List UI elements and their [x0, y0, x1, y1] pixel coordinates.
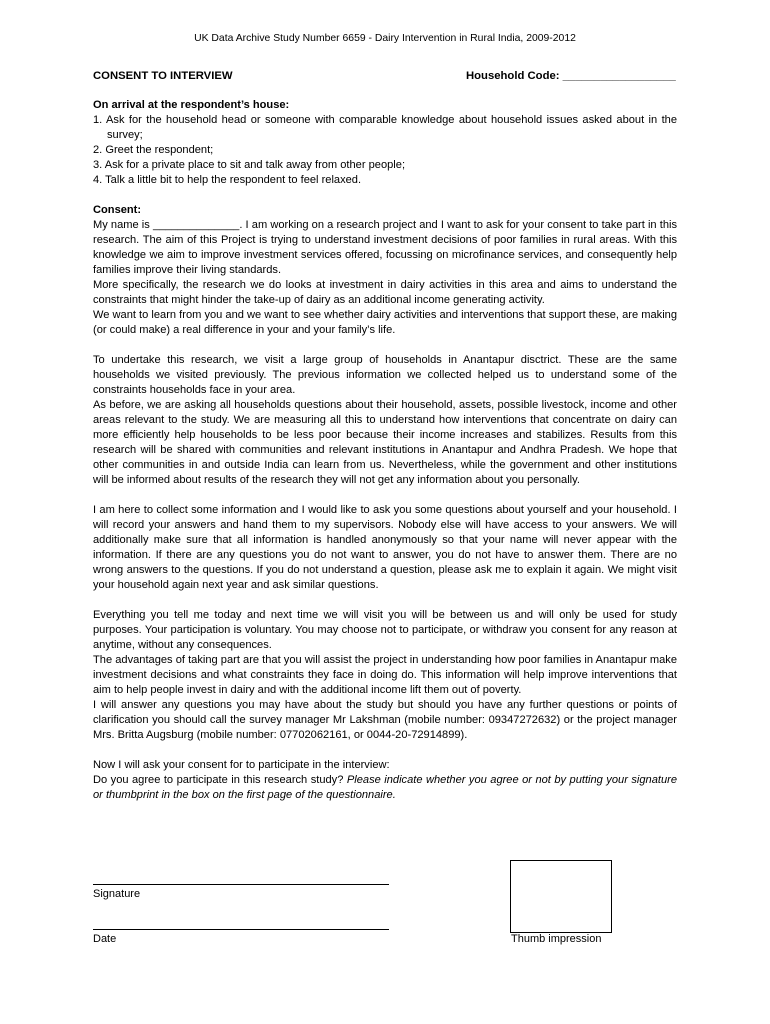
signature-line	[93, 884, 389, 885]
arrival-item: 1. Ask for the household head or someone with comparable knowledge about household issues asked about in the survey;	[93, 114, 677, 141]
date-line	[93, 929, 389, 930]
consent-paragraph: Now I will ask your consent for to participate in the interview:	[93, 759, 390, 771]
consent-instruction: Please indicate whether you agree or not by putting your signature or thumbprint in the box on the first page of the questionnaire.	[93, 774, 677, 801]
consent-paragraph: My name is ______________. I am working on a research project and I want to ask for your consent to take part in this research. The aim of this Project is trying to understand investment decisions of poor families in rural areas. With this knowledge we aim to improve investment services offered, focussing on microfinance services, and consequently help families improve their living standards.	[93, 219, 677, 276]
consent-paragraph: The advantages of taking part are that you will assist the project in understanding how poor families in Anantapur make investment decisions and what constraints they face in doing do. This information will help improve interventions that aim to help people invest in dairy and with the additional income lift them out of poverty.	[93, 654, 677, 696]
thumb-impression-box	[510, 860, 612, 933]
form-title: CONSENT TO INTERVIEW	[93, 70, 233, 82]
date-label: Date	[93, 933, 117, 945]
page-header: UK Data Archive Study Number 6659 - Dairy Intervention in Rural India, 2009-2012	[194, 33, 576, 44]
household-code-field: Household Code: __________________	[466, 70, 676, 82]
arrival-item: 4. Talk a little bit to help the respondent to feel relaxed.	[93, 174, 362, 186]
consent-paragraph: I will answer any questions you may have about the study but should you have any further questions or points of clarification you should call the survey manager Mr Lakshman (mobile number: 09347272632) or the project manager Mrs. Britta Augsburg (mobile number: 07702062161, or 0044-20-72914899).	[93, 699, 677, 741]
consent-heading: Consent:	[93, 204, 142, 216]
consent-paragraph: We want to learn from you and we want to see whether dairy activities and interventions that support these, are making (or could make) a real difference in your and your family’s life.	[93, 309, 677, 336]
signature-label: Signature	[93, 888, 141, 900]
consent-paragraph: To undertake this research, we visit a large group of households in Anantapur disctrict. These are the same households we visited previously. The previous information we collected helped us to understand some of the constraints households face in your area.	[93, 354, 677, 396]
consent-paragraph: I am here to collect some information and I would like to ask you some questions about yourself and your household. I will record your answers and hand them to my supervisors. Nobody else will have access to your answers. We will additionally make sure that all information is handled anonymously so that your name will never appear with the information. If there are any questions you do not want to answer, you do not have to answer them. There are no wrong answers to the questions. If you do not understand a question, please ask me to explain it again. We might visit your household again next year and ask similar questions.	[93, 504, 677, 591]
arrival-item: 2. Greet the respondent;	[93, 144, 214, 156]
consent-paragraph: Everything you tell me today and next time we will visit you will be between us and will only be used for study purposes. Your participation is voluntary. You may choose not to participate, or withdraw you consent for any reason at anytime, without any consequences.	[93, 609, 677, 651]
thumb-impression-label: Thumb impression	[511, 933, 602, 945]
consent-paragraph: As before, we are asking all households questions about their household, assets, possible livestock, income and other areas relevant to the study. We are measuring all this to understand how interventions that concentrate on dairy can more efficiently help households to be less poor because their income increases and stabilizes. Results from this research will be shared with communities and relevant institutions in Anantapur and Andhra Pradesh. We hope that other communities in and outside India can learn from us. Nevertheless, while the government and other institutions will be informed about results of the research they will not get any information about you personally.	[93, 399, 677, 486]
consent-question-lead: Do you agree to participate in this research study?	[93, 774, 344, 786]
title-row	[93, 70, 677, 82]
arrival-item: 3. Ask for a private place to sit and talk away from other people;	[93, 159, 406, 171]
arrival-heading: On arrival at the respondent’s house:	[93, 99, 290, 111]
document-body	[93, 98, 677, 803]
consent-question	[93, 773, 677, 803]
consent-paragraph: More specifically, the research we do looks at investment in dairy activities in this area and aims to understand the constraints that might hinder the take-up of dairy as an additional income generating activity.	[93, 279, 677, 306]
